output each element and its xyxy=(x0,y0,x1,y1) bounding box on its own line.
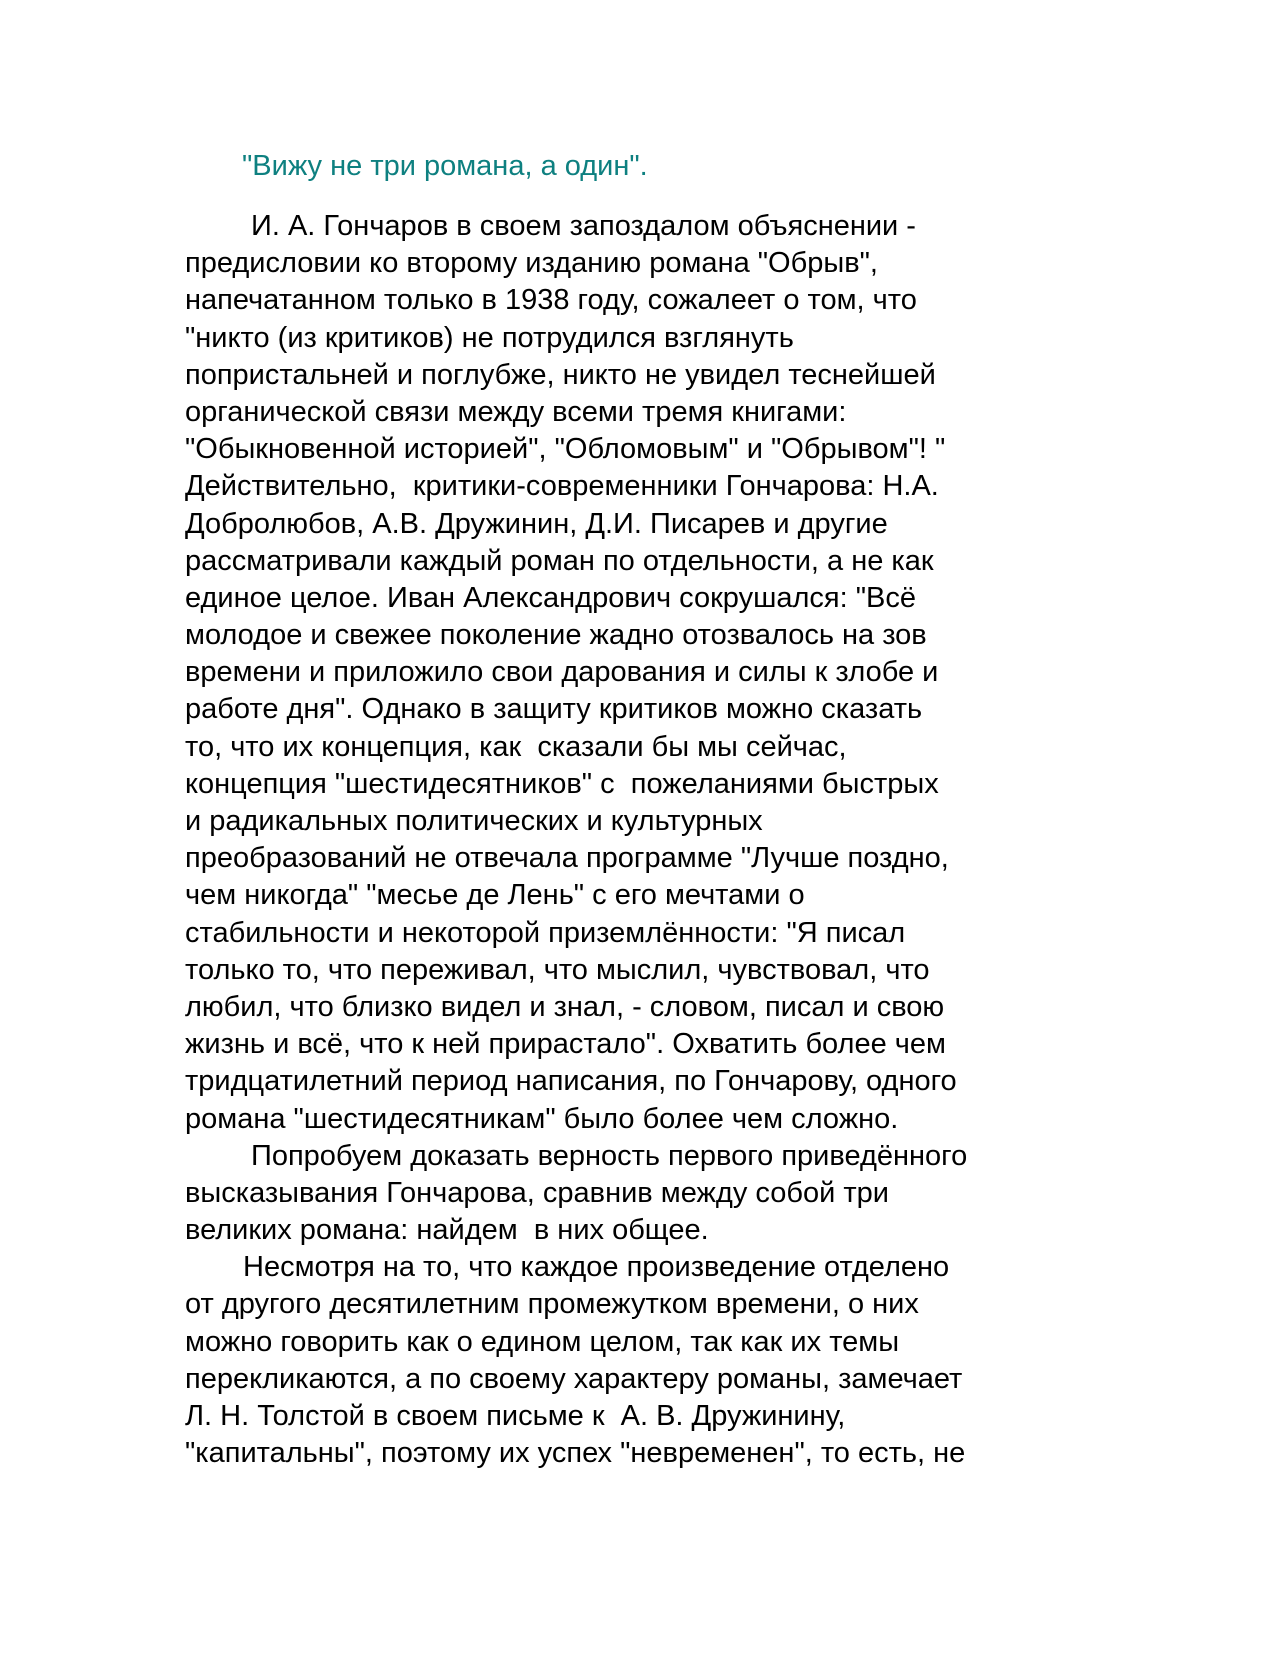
text-line: жизнь и всё, что к ней прирастало". Охватить более чем xyxy=(185,1028,946,1061)
text-line: только то, что переживал, что мыслил, чувствовал, что xyxy=(185,953,930,986)
text-line: времени и приложило свои дарования и силы к злобе и xyxy=(185,656,939,689)
text-line: от другого десятилетним промежутком времени, о них xyxy=(185,1288,919,1321)
text-line: тридцатилетний период написания, по Гончарову, одного xyxy=(185,1065,957,1098)
text-line: концепция "шестидесятников" с пожеланиями быстрых xyxy=(185,767,939,800)
text-line: молодое и свежее поколение жадно отозвалось на зов xyxy=(185,619,927,652)
text-line: работе дня". Однако в защиту критиков можно сказать xyxy=(185,693,923,726)
text-line: Действительно, критики-современники Гончарова: Н.А. xyxy=(185,470,939,503)
text-line: Попробуем доказать верность первого приведённого xyxy=(251,1139,968,1172)
text-line: напечатанном только в 1938 году, сожалеет о том, что xyxy=(185,284,917,317)
text-line: рассматривали каждый роман по отдельности, а не как xyxy=(185,544,934,577)
text-line: и радикальных политических и культурных xyxy=(185,805,763,837)
document-title: "Вижу не три романа, а один". xyxy=(242,150,648,182)
text-line: то, что их концепция, как сказали бы мы сейчас, xyxy=(185,730,847,763)
text-line: высказывания Гончарова, сравнив между собой три xyxy=(185,1176,889,1209)
text-line: преобразований не отвечала программе "Лучше поздно, xyxy=(185,842,949,875)
text-line: Несмотря на то, что каждое произведение отделено xyxy=(243,1251,950,1284)
text-line: романа "шестидесятникам" было более чем сложно. xyxy=(185,1102,899,1135)
text-line: великих романа: найдем в них общее. xyxy=(185,1214,709,1247)
text-line: "Обыкновенной историей", "Обломовым" и "Обрывом"! " xyxy=(185,433,946,466)
text-line: Добролюбов, А.В. Дружинин, Д.И. Писарев и другие xyxy=(185,507,888,540)
document-body xyxy=(185,208,1105,1472)
text-line: предисловии ко второму изданию романа "Обрыв", xyxy=(185,247,878,280)
text-line: можно говорить как о едином целом, так как их темы xyxy=(185,1325,900,1358)
text-line: органической связи между всеми тремя книгами: xyxy=(185,395,847,428)
text-line: попристальней и поглубже, никто не увидел теснейшей xyxy=(185,358,936,391)
text-line: "никто (из критиков) не потрудился взглянуть xyxy=(185,321,794,354)
text-line: чем никогда" "месье де Лень" с его мечтами о xyxy=(185,879,805,912)
text-line: стабильности и некоторой приземлённости: "Я писал xyxy=(185,916,906,949)
text-line: перекликаются, а по своему характеру романы, замечает xyxy=(185,1362,963,1395)
text-line: И. А. Гончаров в своем запоздалом объяснении - xyxy=(251,210,916,242)
text-line: "капитальны", поэтому их успех "невременен", то есть, не xyxy=(185,1437,966,1470)
text-line: Л. Н. Толстой в своем письме к А. В. Дружинину, xyxy=(185,1400,846,1432)
text-line: единое целое. Иван Александрович сокрушался: "Всё xyxy=(185,581,916,614)
text-line: любил, что близко видел и знал, - словом, писал и свою xyxy=(185,990,945,1023)
